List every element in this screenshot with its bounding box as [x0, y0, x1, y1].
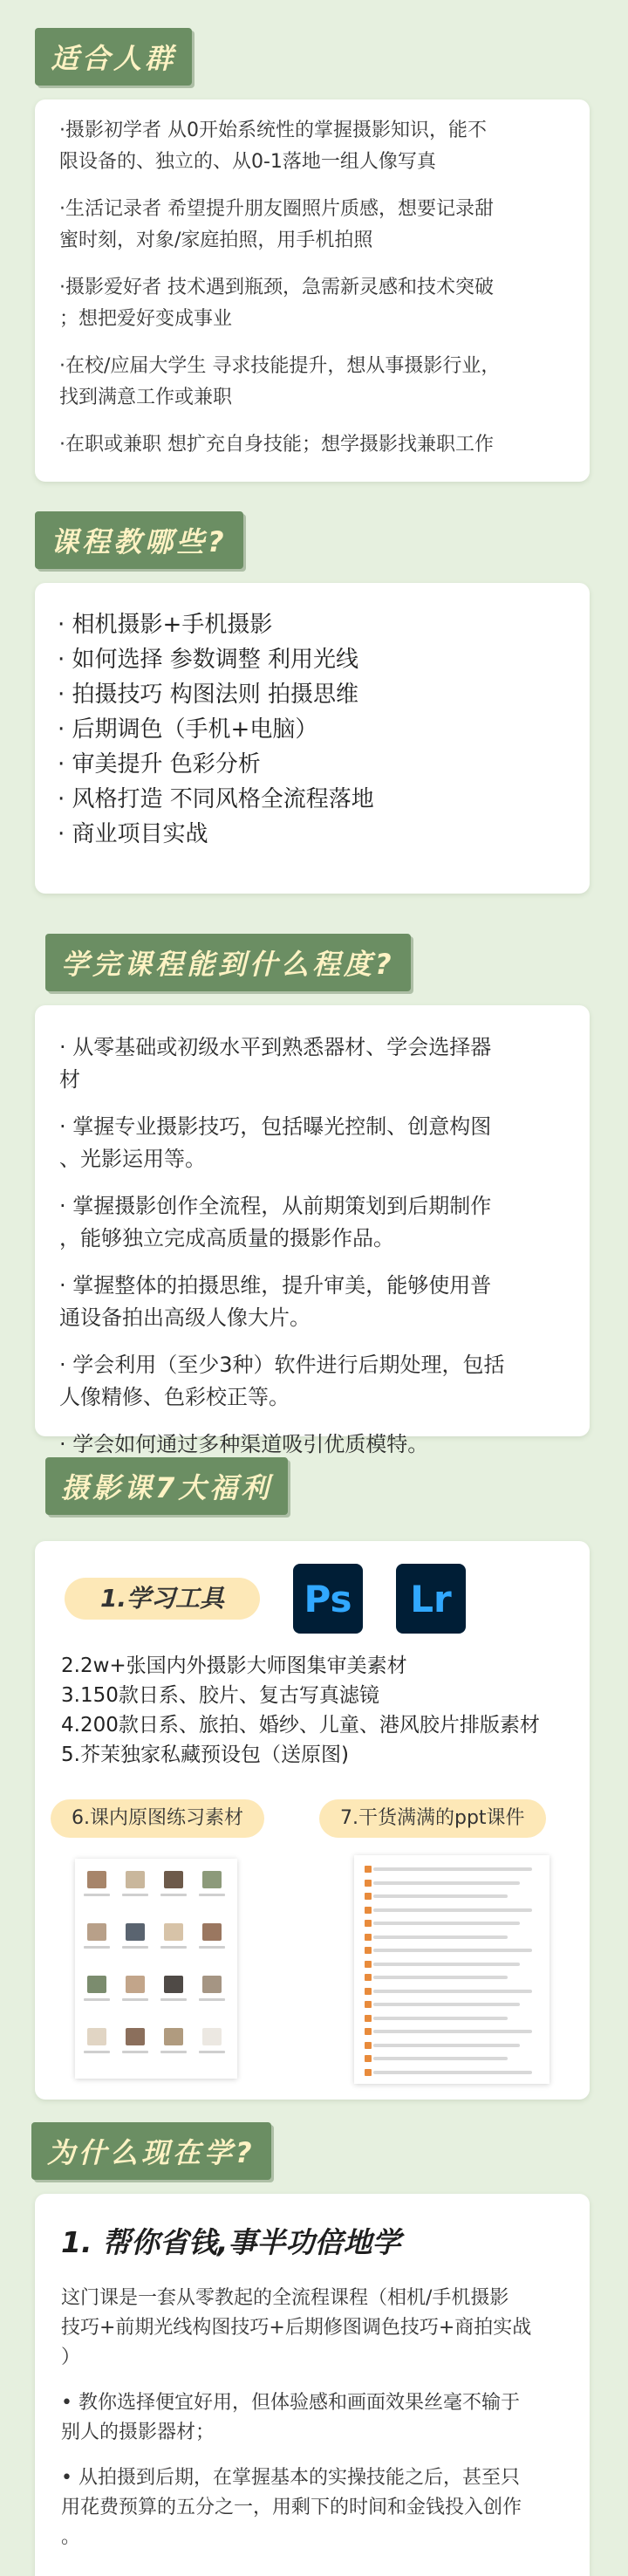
photo-thumbnail: [126, 2028, 145, 2045]
thumbnail-caption-line: [84, 1894, 110, 1896]
benefit-item: 5.芥茉独家私藏预设包（送原图): [61, 1744, 349, 1766]
ppt-file-row: [373, 1976, 508, 1979]
practice-photos-preview: [75, 1859, 237, 2079]
thumbnail-caption-line: [122, 1894, 148, 1896]
section-title-why-now: 为什么现在学?: [31, 2122, 271, 2180]
thumbnail-caption-line: [84, 2051, 110, 2053]
thumbnail-caption-line: [122, 2051, 148, 2053]
thumbnail-caption-line: [199, 2051, 225, 2053]
thumbnail-caption-line: [199, 1946, 225, 1949]
ppt-courseware-pill: 7.干货满满的ppt课件: [319, 1799, 546, 1838]
thumbnail-caption-line: [84, 1998, 110, 2001]
why-now-paragraph: • 从拍摄到后期，在掌握基本的实操技能之后，甚至只 用花费预算的五分之一，用剩下的时间和金钱投入创作 。: [61, 2467, 522, 2548]
ppt-file-row: [373, 1963, 520, 1966]
thumbnail-caption-line: [84, 1946, 110, 1949]
ppt-file-row: [373, 1935, 508, 1939]
outcome-item: · 掌握摄影创作全流程，从前期策划到后期制作 ，能够独立完成高质量的摄影作品。: [59, 1194, 492, 1250]
curriculum-card: [35, 583, 590, 894]
ppt-file-row: [373, 2003, 520, 2006]
ppt-file-row: [373, 1881, 520, 1885]
outcome-item: · 掌握专业摄影技巧，包括曝光控制、创意构图 、光影运用等。: [59, 1114, 492, 1171]
practice-material-pill: 6.课内原图练习素材: [51, 1799, 264, 1838]
benefit-item: 2.2w+张国内外摄影大师图集审美素材: [61, 1655, 407, 1677]
benefits-card: [35, 1541, 590, 2100]
outcome-item: · 从零基础或初级水平到熟悉器材、学会选择器 材: [59, 1035, 492, 1092]
photo-thumbnail: [164, 2028, 183, 2045]
audience-list: [59, 115, 565, 461]
outcomes-card: [35, 1005, 590, 1456]
section-title-benefits: 摄影课7大福利: [45, 1457, 288, 1515]
thumbnail-caption-line: [160, 1894, 187, 1896]
photo-thumbnail: [126, 1976, 145, 1993]
thumbnail-caption-line: [122, 1998, 148, 2001]
photo-thumbnail: [126, 1871, 145, 1888]
photo-thumbnail: [202, 1871, 222, 1888]
ppt-file-row: [373, 2057, 508, 2060]
benefits-list: [61, 1651, 584, 1770]
curriculum-item: · 风格打造 不同风格全流程落地: [58, 786, 374, 812]
ppt-file-row: [373, 1908, 532, 1912]
audience-card: [35, 99, 590, 482]
ppt-file-row: [373, 1922, 520, 1925]
ppt-file-row: [373, 2017, 508, 2020]
outcome-item: · 学会如何通过多种渠道吸引优质模特。: [59, 1432, 429, 1456]
photo-thumbnail: [87, 1976, 106, 1993]
photo-thumbnail: [202, 1976, 222, 1993]
audience-item: ·在职或兼职 想扩充自身技能；想学摄影找兼职工作: [59, 434, 494, 456]
ppt-file-row: [373, 1894, 508, 1898]
outcome-item: · 学会利用（至少3种）软件进行后期处理，包括 人像精修、色彩校正等。: [59, 1353, 505, 1409]
section-title-curriculum: 课程教哪些?: [35, 511, 243, 569]
photoshop-icon: Ps: [293, 1564, 363, 1634]
ppt-file-row: [373, 1990, 532, 1993]
section-title-outcomes: 学完课程能到什么程度?: [45, 934, 411, 991]
ppt-files-preview: [354, 1855, 550, 2084]
learning-tools-pill: 1.学习工具: [65, 1578, 260, 1620]
audience-item: ·摄影爱好者 技术遇到瓶颈，急需新灵感和技术突破 ；想把爱好变成事业: [59, 277, 494, 330]
thumbnail-caption-line: [122, 1946, 148, 1949]
benefit-item: 4.200款日系、旅拍、婚纱、儿童、港风胶片排版素材: [61, 1714, 540, 1737]
audience-item: ·在校/应届大学生 寻求技能提升，想从事摄影行业， 找到满意工作或兼职: [59, 355, 501, 408]
curriculum-item: · 相机摄影+手机摄影: [58, 612, 273, 638]
thumbnail-caption-line: [160, 1946, 187, 1949]
why-now-paragraph: • 教你选择便宜好用，但体验感和画面效果丝毫不输于 别人的摄影器材；: [61, 2392, 520, 2443]
outcome-item: · 掌握整体的拍摄思维，提升审美，能够使用普 通设备拍出高级人像大片。: [59, 1273, 492, 1330]
photo-thumbnail: [164, 1976, 183, 1993]
photo-thumbnail: [164, 1923, 183, 1941]
ppt-file-row: [373, 1949, 532, 1952]
audience-item: ·生活记录者 希望提升朋友圈照片质感，想要记录甜 蜜时刻，对象/家庭拍照，用手机拍照: [59, 198, 494, 251]
curriculum-list: [58, 607, 567, 852]
curriculum-item: · 商业项目实战: [58, 821, 208, 847]
why-now-paragraphs: [61, 2284, 563, 2552]
ppt-file-row: [373, 1867, 532, 1871]
photo-thumbnail: [126, 1923, 145, 1941]
thumbnail-caption-line: [160, 1998, 187, 2001]
curriculum-item: · 如何选择 参数调整 利用光线: [58, 647, 359, 673]
photo-thumbnail: [164, 1871, 183, 1888]
thumbnail-caption-line: [160, 2051, 187, 2053]
photo-thumbnail: [202, 2028, 222, 2045]
curriculum-item: · 审美提升 色彩分析: [58, 751, 261, 778]
why-now-heading: 1. 帮你省钱,事半功倍地学: [61, 2225, 401, 2259]
why-now-paragraph: 这门课是一套从零教起的全流程课程（相机/手机摄影 技巧+前期光线构图技巧+后期修图调色技巧+商拍实战 ）: [61, 2287, 532, 2368]
why-now-card: [35, 2194, 590, 2576]
thumbnail-caption-line: [199, 1998, 225, 2001]
benefit-item: 3.150款日系、胶片、复古写真滤镜: [61, 1684, 379, 1707]
thumbnail-caption-line: [199, 1894, 225, 1896]
audience-item: ·摄影初学者 从0开始系统性的掌握摄影知识，能不 限设备的、独立的、从0-1落地一组人像写真: [59, 120, 487, 173]
photo-thumbnail: [87, 1923, 106, 1941]
ppt-file-row: [373, 2044, 520, 2047]
photo-thumbnail: [202, 1923, 222, 1941]
section-title-audience: 适合人群: [35, 28, 192, 86]
photo-thumbnail: [87, 1871, 106, 1888]
ppt-file-row: [373, 2071, 532, 2074]
curriculum-item: · 后期调色（手机+电脑）: [58, 716, 318, 743]
photo-thumbnail: [87, 2028, 106, 2045]
lightroom-icon: Lr: [396, 1564, 466, 1634]
curriculum-item: · 拍摄技巧 构图法则 拍摄思维: [58, 682, 359, 708]
ppt-file-row: [373, 2030, 532, 2033]
outcomes-list: [59, 1031, 565, 1461]
